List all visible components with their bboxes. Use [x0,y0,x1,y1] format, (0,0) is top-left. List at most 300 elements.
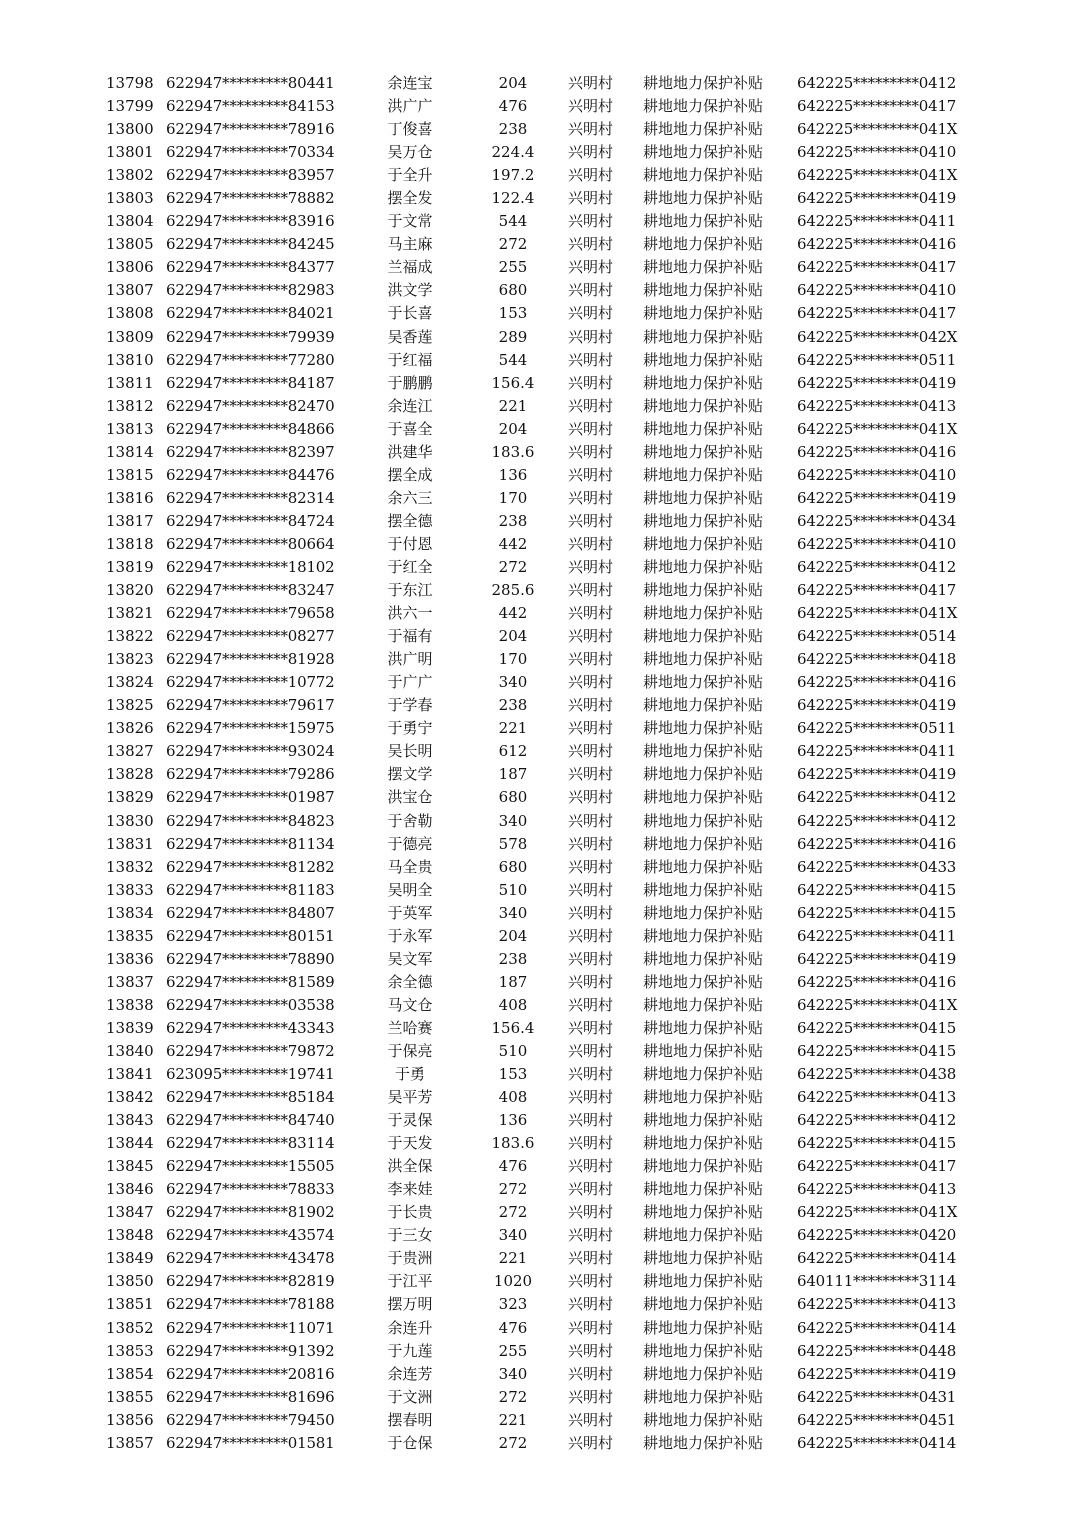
table-row [0,487,1074,510]
subsidy-type: 耕地地力保护补贴 [643,1088,764,1107]
table-row [0,1293,1074,1316]
row-number: 13803 [106,189,154,208]
id-number: 642225*********0413 [797,1088,957,1107]
subsidy-type: 耕地地力保护补贴 [643,419,764,438]
subsidy-amount: 238 [498,120,528,139]
recipient-name: 于勇 [394,1065,425,1084]
row-number: 13845 [106,1157,154,1176]
row-number: 13838 [106,995,154,1014]
table-row [0,763,1074,786]
subsidy-amount: 122.4 [491,189,535,208]
subsidy-amount: 221 [498,1410,528,1429]
row-number: 13850 [106,1272,154,1291]
table-row [0,833,1074,856]
bank-account: 622947*********84866 [166,419,335,438]
village-name: 兴明村 [568,581,614,600]
recipient-name: 于文常 [387,212,433,231]
id-number: 642225*********0431 [797,1387,957,1406]
table-row [0,118,1074,141]
row-number: 13856 [106,1410,154,1429]
bank-account: 622947*********81902 [166,1203,335,1222]
bank-account: 622947*********43574 [166,1226,335,1245]
recipient-name: 洪广广 [387,97,433,116]
table-row [0,349,1074,372]
table-row [0,1247,1074,1270]
subsidy-amount: 340 [498,903,528,922]
row-number: 13851 [106,1295,154,1314]
village-name: 兴明村 [568,465,614,484]
subsidy-amount: 476 [498,1157,528,1176]
bank-account: 622947*********70334 [166,143,335,162]
subsidy-type: 耕地地力保护补贴 [643,788,764,807]
subsidy-amount: 340 [498,673,528,692]
id-number: 642225*********0417 [797,258,957,277]
table-row [0,856,1074,879]
recipient-name: 于喜全 [387,419,433,438]
recipient-name: 摆万明 [387,1295,433,1314]
subsidy-type: 耕地地力保护补贴 [643,442,764,461]
subsidy-amount: 156.4 [491,1018,535,1037]
village-name: 兴明村 [568,1433,614,1452]
id-number: 642225*********0417 [797,581,957,600]
village-name: 兴明村 [568,373,614,392]
table-row [0,372,1074,395]
id-number: 642225*********041X [797,604,958,623]
bank-account: 622947*********78890 [166,949,335,968]
village-name: 兴明村 [568,765,614,784]
subsidy-amount: 136 [498,1111,528,1130]
subsidy-amount: 544 [498,212,528,231]
subsidy-type: 耕地地力保护补贴 [643,1272,764,1291]
recipient-name: 摆全发 [387,189,433,208]
id-number: 642225*********0514 [797,627,957,646]
id-number: 642225*********0438 [797,1065,957,1084]
row-number: 13846 [106,1180,154,1199]
recipient-name: 摆全德 [387,511,433,530]
recipient-name: 余连江 [387,396,433,415]
village-name: 兴明村 [568,419,614,438]
bank-account: 622947*********84245 [166,235,335,254]
id-number: 642225*********0417 [797,1157,957,1176]
subsidy-type: 耕地地力保护补贴 [643,235,764,254]
id-number: 642225*********0415 [797,1018,957,1037]
subsidy-amount: 197.2 [491,166,535,185]
bank-account: 622947*********78916 [166,120,335,139]
id-number: 642225*********0451 [797,1410,957,1429]
bank-account: 623095*********19741 [166,1065,335,1084]
village-name: 兴明村 [568,74,614,92]
subsidy-amount: 183.6 [491,1134,535,1153]
subsidy-amount: 255 [498,258,528,277]
village-name: 兴明村 [568,258,614,277]
village-name: 兴明村 [568,442,614,461]
row-number: 13808 [106,304,154,323]
table-row [0,441,1074,464]
subsidy-amount: 408 [498,1088,528,1107]
id-number: 642225*********0412 [797,811,957,830]
subsidy-type: 耕地地力保护补贴 [643,488,764,507]
row-number: 13818 [106,534,154,553]
subsidy-type: 耕地地力保护补贴 [643,926,764,945]
village-name: 兴明村 [568,534,614,553]
village-name: 兴明村 [568,1295,614,1314]
subsidy-type: 耕地地力保护补贴 [643,465,764,484]
table-row [0,1017,1074,1040]
id-number: 642225*********0419 [797,488,957,507]
row-number: 13827 [106,742,154,761]
bank-account: 622947*********15975 [166,719,335,738]
bank-account: 622947*********78188 [166,1295,335,1314]
village-name: 兴明村 [568,143,614,162]
village-name: 兴明村 [568,396,614,415]
table-row [0,717,1074,740]
bank-account: 622947*********78882 [166,189,335,208]
recipient-name: 吴明全 [387,880,433,899]
row-number: 13816 [106,488,154,507]
row-number: 13800 [106,120,154,139]
id-number: 642225*********0416 [797,834,957,853]
row-number: 13826 [106,719,154,738]
subsidy-type: 耕地地力保护补贴 [643,1387,764,1406]
row-number: 13810 [106,350,154,369]
village-name: 兴明村 [568,1387,614,1406]
bank-account: 622947*********10772 [166,673,335,692]
table-row [0,1340,1074,1363]
table-row [0,279,1074,302]
bank-account: 622947*********81696 [166,1387,335,1406]
subsidy-type: 耕地地力保护补贴 [643,1018,764,1037]
subsidy-amount: 289 [498,327,528,346]
subsidy-table [0,72,1074,1455]
recipient-name: 马主麻 [387,235,433,254]
row-number: 13855 [106,1387,154,1406]
recipient-name: 于九莲 [387,1341,433,1360]
table-row [0,902,1074,925]
table-row [0,233,1074,256]
subsidy-type: 耕地地力保护补贴 [643,857,764,876]
subsidy-amount: 340 [498,1226,528,1245]
id-number: 642225*********0413 [797,396,957,415]
id-number: 642225*********0416 [797,972,957,991]
id-number: 642225*********0434 [797,511,957,530]
id-number: 642225*********041X [797,166,958,185]
village-name: 兴明村 [568,1203,614,1222]
id-number: 640111*********3114 [797,1272,957,1291]
village-name: 兴明村 [568,1341,614,1360]
recipient-name: 于江平 [387,1272,433,1291]
village-name: 兴明村 [568,742,614,761]
recipient-name: 兰哈赛 [387,1018,433,1037]
bank-account: 622947*********84823 [166,811,335,830]
id-number: 642225*********041X [797,1203,958,1222]
bank-account: 622947*********84476 [166,465,335,484]
recipient-name: 洪建华 [387,442,433,461]
bank-account: 622947*********78833 [166,1180,335,1199]
table-row [0,1386,1074,1409]
table-row [0,1317,1074,1340]
village-name: 兴明村 [568,627,614,646]
bank-account: 622947*********84724 [166,511,335,530]
subsidy-type: 耕地地力保护补贴 [643,1410,764,1429]
subsidy-amount: 204 [498,627,528,646]
table-row [0,1063,1074,1086]
recipient-name: 吴长明 [387,742,433,761]
id-number: 642225*********0416 [797,673,957,692]
table-row [0,1432,1074,1455]
subsidy-type: 耕地地力保护补贴 [643,212,764,231]
village-name: 兴明村 [568,949,614,968]
id-number: 642225*********0433 [797,857,957,876]
bank-account: 622947*********79450 [166,1410,335,1429]
table-row [0,1086,1074,1109]
row-number: 13815 [106,465,154,484]
bank-account: 622947*********81183 [166,880,335,899]
bank-account: 622947*********03538 [166,995,335,1014]
row-number: 13820 [106,581,154,600]
subsidy-amount: 221 [498,396,528,415]
table-row [0,210,1074,233]
subsidy-type: 耕地地力保护补贴 [643,1065,764,1084]
row-number: 13831 [106,834,154,853]
subsidy-type: 耕地地力保护补贴 [643,1157,764,1176]
bank-account: 622947*********82819 [166,1272,335,1291]
bank-account: 622947*********79617 [166,696,335,715]
recipient-name: 于三女 [387,1226,433,1245]
id-number: 642225*********0414 [797,1433,957,1452]
subsidy-amount: 204 [498,74,528,92]
row-number: 13852 [106,1318,154,1337]
subsidy-amount: 680 [498,281,528,300]
recipient-name: 于广广 [387,673,433,692]
subsidy-amount: 544 [498,350,528,369]
subsidy-type: 耕地地力保护补贴 [643,604,764,623]
subsidy-type: 耕地地力保护补贴 [643,650,764,669]
row-number: 13805 [106,235,154,254]
table-row [0,510,1074,533]
village-name: 兴明村 [568,488,614,507]
bank-account: 622947*********79286 [166,765,335,784]
recipient-name: 于红福 [387,350,433,369]
village-name: 兴明村 [568,604,614,623]
subsidy-amount: 510 [498,1041,528,1060]
subsidy-amount: 340 [498,1364,528,1383]
village-name: 兴明村 [568,1088,614,1107]
id-number: 642225*********0415 [797,1134,957,1153]
table-row [0,1155,1074,1178]
id-number: 642225*********0418 [797,650,957,669]
row-number: 13832 [106,857,154,876]
subsidy-amount: 238 [498,511,528,530]
subsidy-type: 耕地地力保护补贴 [643,120,764,139]
recipient-name: 于勇宁 [387,719,433,738]
table-row [0,1132,1074,1155]
subsidy-amount: 187 [498,765,528,784]
subsidy-amount: 442 [498,534,528,553]
village-name: 兴明村 [568,673,614,692]
subsidy-type: 耕地地力保护补贴 [643,281,764,300]
id-number: 642225*********041X [797,120,958,139]
row-number: 13842 [106,1088,154,1107]
subsidy-type: 耕地地力保护补贴 [643,627,764,646]
subsidy-type: 耕地地力保护补贴 [643,1364,764,1383]
subsidy-amount: 224.4 [491,143,535,162]
bank-account: 622947*********81134 [166,834,335,853]
row-number: 13854 [106,1364,154,1383]
subsidy-type: 耕地地力保护补贴 [643,673,764,692]
village-name: 兴明村 [568,1157,614,1176]
table-row [0,326,1074,349]
village-name: 兴明村 [568,281,614,300]
table-row [0,694,1074,717]
table-row [0,1178,1074,1201]
bank-account: 622947*********82983 [166,281,335,300]
subsidy-type: 耕地地力保护补贴 [643,97,764,116]
subsidy-type: 耕地地力保护补贴 [643,189,764,208]
village-name: 兴明村 [568,834,614,853]
id-number: 642225*********0417 [797,304,957,323]
recipient-name: 于文洲 [387,1387,433,1406]
row-number: 13829 [106,788,154,807]
id-number: 642225*********0414 [797,1249,957,1268]
village-name: 兴明村 [568,1180,614,1199]
bank-account: 622947*********79939 [166,327,335,346]
table-row [0,302,1074,325]
village-name: 兴明村 [568,511,614,530]
subsidy-amount: 285.6 [491,581,535,600]
subsidy-amount: 323 [498,1295,528,1314]
bank-account: 622947*********83247 [166,581,335,600]
id-number: 642225*********0416 [797,235,957,254]
bank-account: 622947*********81928 [166,650,335,669]
bank-account: 622947*********15505 [166,1157,335,1176]
village-name: 兴明村 [568,212,614,231]
table-row [0,625,1074,648]
table-row [0,556,1074,579]
id-number: 642225*********0415 [797,880,957,899]
subsidy-type: 耕地地力保护补贴 [643,327,764,346]
bank-account: 622947*********83957 [166,166,335,185]
village-name: 兴明村 [568,557,614,576]
recipient-name: 洪全保 [387,1157,433,1176]
bank-account: 622947*********18102 [166,557,335,576]
subsidy-type: 耕地地力保护补贴 [643,581,764,600]
table-row [0,256,1074,279]
recipient-name: 于英军 [387,903,433,922]
village-name: 兴明村 [568,1318,614,1337]
id-number: 642225*********0412 [797,74,957,92]
table-row [0,1270,1074,1293]
id-number: 642225*********0419 [797,949,957,968]
bank-account: 622947*********80441 [166,74,335,92]
subsidy-amount: 272 [498,1203,528,1222]
village-name: 兴明村 [568,696,614,715]
village-name: 兴明村 [568,235,614,254]
subsidy-type: 耕地地力保护补贴 [643,373,764,392]
subsidy-amount: 153 [498,1065,528,1084]
table-row [0,72,1074,95]
village-name: 兴明村 [568,1134,614,1153]
table-row [0,925,1074,948]
row-number: 13812 [106,396,154,415]
bank-account: 622947*********83114 [166,1134,335,1153]
recipient-name: 丁俊喜 [387,120,433,139]
bank-account: 622947*********82314 [166,488,335,507]
subsidy-type: 耕地地力保护补贴 [643,511,764,530]
subsidy-type: 耕地地力保护补贴 [643,74,764,92]
subsidy-type: 耕地地力保护补贴 [643,534,764,553]
subsidy-type: 耕地地力保护补贴 [643,1111,764,1130]
subsidy-type: 耕地地力保护补贴 [643,396,764,415]
recipient-name: 于付恩 [387,534,433,553]
row-number: 13814 [106,442,154,461]
row-number: 13840 [106,1041,154,1060]
subsidy-type: 耕地地力保护补贴 [643,1341,764,1360]
table-row [0,187,1074,210]
subsidy-type: 耕地地力保护补贴 [643,1295,764,1314]
row-number: 13822 [106,627,154,646]
subsidy-amount: 272 [498,235,528,254]
table-row [0,533,1074,556]
village-name: 兴明村 [568,1018,614,1037]
recipient-name: 吴万仓 [387,143,433,162]
village-name: 兴明村 [568,719,614,738]
recipient-name: 吴香莲 [387,327,433,346]
recipient-name: 于永军 [387,926,433,945]
id-number: 642225*********0419 [797,765,957,784]
row-number: 13806 [106,258,154,277]
row-number: 13841 [106,1065,154,1084]
bank-account: 622947*********80664 [166,534,335,553]
subsidy-amount: 272 [498,557,528,576]
village-name: 兴明村 [568,304,614,323]
village-name: 兴明村 [568,1410,614,1429]
recipient-name: 余连宝 [387,74,433,92]
subsidy-amount: 510 [498,880,528,899]
village-name: 兴明村 [568,857,614,876]
row-number: 13834 [106,903,154,922]
village-name: 兴明村 [568,1226,614,1245]
recipient-name: 于福有 [387,627,433,646]
table-row [0,1201,1074,1224]
table-row [0,971,1074,994]
village-name: 兴明村 [568,166,614,185]
subsidy-type: 耕地地力保护补贴 [643,1249,764,1268]
subsidy-type: 耕地地力保护补贴 [643,143,764,162]
recipient-name: 于舍勒 [387,811,433,830]
subsidy-type: 耕地地力保护补贴 [643,765,764,784]
recipient-name: 于贵洲 [387,1249,433,1268]
id-number: 642225*********0411 [797,212,957,231]
village-name: 兴明村 [568,1041,614,1060]
row-number: 13807 [106,281,154,300]
id-number: 642225*********0410 [797,534,957,553]
village-name: 兴明村 [568,97,614,116]
id-number: 642225*********0413 [797,1295,957,1314]
row-number: 13798 [106,74,154,92]
id-number: 642225*********0415 [797,1041,957,1060]
subsidy-amount: 612 [498,742,528,761]
bank-account: 622947*********84153 [166,97,335,116]
recipient-name: 摆全成 [387,465,433,484]
bank-account: 622947*********43478 [166,1249,335,1268]
subsidy-type: 耕地地力保护补贴 [643,557,764,576]
row-number: 13799 [106,97,154,116]
subsidy-amount: 680 [498,788,528,807]
subsidy-amount: 408 [498,995,528,1014]
bank-account: 622947*********01987 [166,788,335,807]
subsidy-amount: 476 [498,1318,528,1337]
recipient-name: 于学春 [387,696,433,715]
